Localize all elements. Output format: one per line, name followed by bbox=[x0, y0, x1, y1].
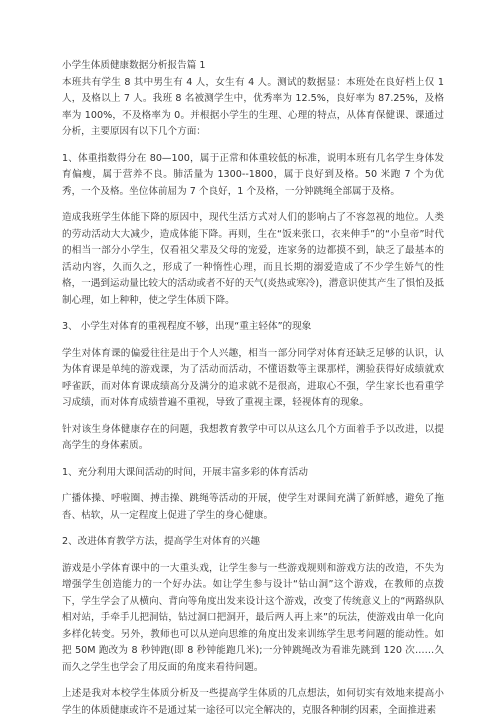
measure-1-paragraph: 广播体操、呼啦圈、搏击操、跳绳等活动的开展，使学生对课间充满了新鲜感，避免了拖沓、枯软，从一定程度上促进了学生的身心健康。 bbox=[62, 493, 444, 521]
document-title: 小学生体质健康数据分析报告篇 1 bbox=[62, 60, 206, 71]
section-3-paragraph: 学生对体育课的偏爱往往是出于个人兴趣，相当一部分同学对体育还缺乏足够的认识，认为体育课是单纯的游戏课，为了活动而活动，不懂语数等主课那样，溯验获得好成绩就欢呼雀跃，而对体育课成绩高分及满分的追求就不是很高，进取心不强，学生家长也看重学习成绩，而对体育成绩普遍不重视，导致了重视主课，轻视体育的现象。 bbox=[62, 347, 444, 408]
point-1-paragraph: 1、体重指数得分在 80—100，属于正常和体重较低的标准，说明本班有几名学生身体发育偏瘦，属于营养不良。肺活量为 1300--1800，属于良好到及格。50 米跑 7 个为优秀，一个及格。坐位体前屈为 7 个良好，1 个及格，一分钟跳绳全部属于及格。 bbox=[62, 152, 444, 197]
intro-paragraph: 本班共有学生 8 其中男生有 4 人，女生有 4 人。测试的数据显：本班处在良好档上仅 1 人，及格以上 7 人。我班 8 名被测学生中，优秀率为 12.5%，良好率为 87.25%，及格率为 100%，不及格率为 0。并根据小学生的生理、心理的特点，从体育保健课、课通过分析，主要原因有以下几个方面： bbox=[62, 76, 444, 137]
measure-2-paragraph: 游戏是小学体育课中的一大重头戏，让学生参与一些游戏规则和游戏方法的改造，不失为增强学生创造能力的一个好办法。如让学生参与设计“钻山洞”这个游戏，在教师的点拨下，学生学会了从横向、背向等角度出发来设计这个游戏，改变了传统意义上的“两路纵队相对站，手牵手儿把洞钻，钻过洞口把洞开，最后两人再上来”的玩法，使游戏由单一化向多样化转变。另外，教师也可以从逆向思维的角度出发来训练学生思考问题的能动性。如把 50M 跑改为 8 秒钟跑(即 8 秒钟能跑几米);一分钟跳绳改为看谁先跳到 120 次……久而久之学生也学会了用反面的角度来看待问题。 bbox=[62, 562, 444, 673]
measure-1-heading: 1、充分利用大课间活动的时间，开展丰富多彩的体育活动 bbox=[62, 466, 308, 478]
section-3-heading: 3、 小学生对体育的重视程度不够，出现“重主轻体”的现象 bbox=[62, 321, 312, 332]
causes-paragraph: 造成我班学生体能下降的原因中，现代生活方式对人们的影响占了不容忽视的地位。人类的劳动活动大大减少，造成体能下降。再则，生在“饭来张口，衣来伸手”的“小皇帝”时代的相当一部分小学生，仅看祖父辈及父母的宠爱，连家务的边都摸不到，缺乏了最基本的活动内容，久而久之，形成了一种惰性心理，而且长期的溺爱造成了不少学生娇气的性格，一遇到运动量比较大的活动或者不好的天气(炎热或寒冷)，潜意识使其产生了惧怕及抵制心理，如上种种，使之学生体质下降。 bbox=[62, 212, 444, 306]
conclusion-paragraph: 上述是我对本校学生体质分析及一些提高学生体质的几点想法，如何切实有效地来提高小学生的体质健康或许不是通过某一途径可以完全解决的，克服各种制约因素，全面推进素 bbox=[62, 688, 444, 716]
measures-intro-paragraph: 针对该生身体健康存在的问题，我想教育教学中可以从这么几个方面着手予以改进，以提高学生的身体素质。 bbox=[62, 423, 444, 451]
measure-2-heading: 2、改进体育教学方法，提高学生对体育的兴趣 bbox=[62, 536, 260, 547]
